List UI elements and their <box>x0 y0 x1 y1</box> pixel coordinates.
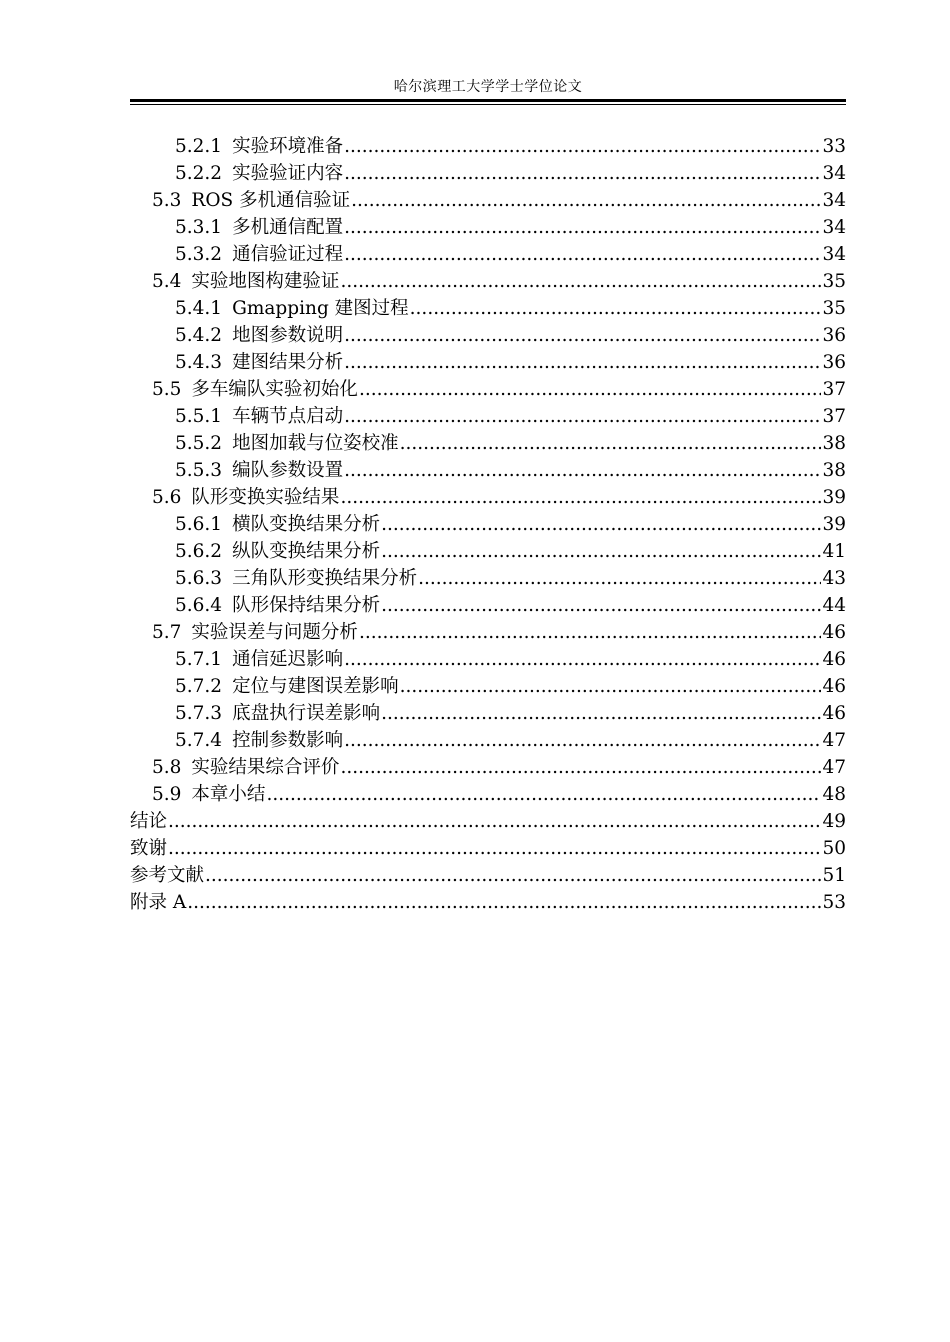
toc-entry-title: 地图加载与位姿校准 <box>232 433 399 454</box>
toc-dot-leader <box>168 835 821 862</box>
toc-entry-title: 实验误差与问题分析 <box>191 622 358 643</box>
toc-entry-page: 41 <box>822 541 846 562</box>
toc-dot-leader <box>418 565 821 592</box>
toc-entry-page: 43 <box>822 568 846 589</box>
toc-entry-number: 5.3.2 <box>175 244 223 265</box>
toc-entry-title: 车辆节点启动 <box>232 406 344 427</box>
toc-entry-number: 5.4.3 <box>175 352 223 373</box>
toc-entry-page: 44 <box>822 595 846 616</box>
toc-entry-page: 46 <box>822 622 846 643</box>
toc-entry[interactable] <box>130 835 846 862</box>
toc-entry-page: 36 <box>822 352 846 373</box>
toc-dot-leader <box>359 376 822 403</box>
toc-entry-title: 附录 A <box>130 892 187 913</box>
toc-entry[interactable] <box>130 268 846 295</box>
toc-entry[interactable] <box>130 376 846 403</box>
toc-dot-leader <box>266 781 821 808</box>
toc-dot-leader <box>344 133 821 160</box>
toc-entry-page: 38 <box>822 433 846 454</box>
toc-entry-page: 38 <box>822 460 846 481</box>
toc-entry[interactable] <box>130 673 846 700</box>
toc-dot-leader <box>340 484 821 511</box>
toc-entry-title: 定位与建图误差影响 <box>232 676 399 697</box>
toc-entry[interactable] <box>130 187 846 214</box>
toc-entry-page: 48 <box>822 784 846 805</box>
toc-entry-title: 实验验证内容 <box>232 163 344 184</box>
toc-entry-number: 5.6 <box>152 487 182 508</box>
toc-entry-title: 多车编队实验初始化 <box>191 379 358 400</box>
toc-entry-title: Gmapping 建图过程 <box>232 298 409 319</box>
toc-entry-page: 34 <box>822 190 846 211</box>
toc-entry-title: 实验环境准备 <box>232 136 344 157</box>
toc-entry-number: 5.2.2 <box>175 163 223 184</box>
toc-entry-number: 5.4 <box>152 271 182 292</box>
toc-entry-title: 致谢 <box>130 838 168 859</box>
toc-entry-number: 5.3.1 <box>175 217 223 238</box>
toc-entry-page: 46 <box>822 676 846 697</box>
toc-dot-leader <box>359 619 822 646</box>
toc-entry-number: 5.5.1 <box>175 406 223 427</box>
toc-entry[interactable] <box>130 430 846 457</box>
toc-entry-title: ROS 多机通信验证 <box>191 190 351 211</box>
toc-dot-leader <box>381 592 821 619</box>
toc-entry-title: 编队参数设置 <box>232 460 344 481</box>
toc-entry[interactable] <box>130 754 846 781</box>
toc-entry-title: 多机通信配置 <box>232 217 344 238</box>
toc-entry-number: 5.5.3 <box>175 460 223 481</box>
toc-entry-title: 底盘执行误差影响 <box>232 703 381 724</box>
toc-entry-title: 实验结果综合评价 <box>191 757 340 778</box>
toc-entry-number: 5.5.2 <box>175 433 223 454</box>
toc-entry[interactable] <box>130 349 846 376</box>
toc-entry[interactable] <box>130 295 846 322</box>
toc-entry-number: 5.7.3 <box>175 703 223 724</box>
toc-entry-page: 39 <box>822 514 846 535</box>
toc-dot-leader <box>344 241 821 268</box>
toc-entry-number: 5.6.2 <box>175 541 223 562</box>
toc-entry-title: 结论 <box>130 811 168 832</box>
toc-entry-title: 地图参数说明 <box>232 325 344 346</box>
toc-entry[interactable] <box>130 511 846 538</box>
toc-entry-title: 三角队形变换结果分析 <box>232 568 418 589</box>
toc-entry-page: 49 <box>822 811 846 832</box>
toc-entry-number: 5.4.2 <box>175 325 223 346</box>
toc-dot-leader <box>381 700 821 727</box>
toc-entry[interactable] <box>130 565 846 592</box>
toc-dot-leader <box>381 511 821 538</box>
toc-entry[interactable] <box>130 781 846 808</box>
toc-dot-leader <box>344 403 821 430</box>
toc-dot-leader <box>344 727 821 754</box>
toc-entry-title: 实验地图构建验证 <box>191 271 340 292</box>
toc-dot-leader <box>400 673 822 700</box>
toc-entry[interactable] <box>130 700 846 727</box>
toc-dot-leader <box>400 430 822 457</box>
toc-dot-leader <box>344 457 821 484</box>
toc-entry-page: 47 <box>822 757 846 778</box>
toc-entry-title: 本章小结 <box>191 784 266 805</box>
toc-dot-leader <box>344 214 821 241</box>
toc-entry-page: 34 <box>822 244 846 265</box>
toc-entry[interactable] <box>130 160 846 187</box>
toc-entry-page: 35 <box>822 298 846 319</box>
toc-entry-title: 纵队变换结果分析 <box>232 541 381 562</box>
toc-entry-number: 5.7.4 <box>175 730 223 751</box>
toc-entry-number: 5.7.2 <box>175 676 223 697</box>
toc-entry[interactable] <box>130 808 846 835</box>
toc-entry-title: 通信验证过程 <box>232 244 344 265</box>
header-rule-thin <box>130 104 846 105</box>
toc-entry[interactable] <box>130 646 846 673</box>
toc-dot-leader <box>344 349 821 376</box>
toc-entry[interactable] <box>130 484 846 511</box>
toc-entry[interactable] <box>130 133 846 160</box>
toc-dot-leader <box>205 862 821 889</box>
toc-entry-number: 5.8 <box>152 757 182 778</box>
toc-entry-number: 5.9 <box>152 784 182 805</box>
toc-entry-page: 51 <box>822 865 846 886</box>
toc-entry-page: 37 <box>822 379 846 400</box>
toc-dot-leader <box>381 538 821 565</box>
toc-entry-page: 47 <box>822 730 846 751</box>
toc-entry-number: 5.6.4 <box>175 595 223 616</box>
toc-entry-page: 34 <box>822 163 846 184</box>
toc-dot-leader <box>344 322 821 349</box>
toc-entry-title: 队形变换实验结果 <box>191 487 340 508</box>
toc-entry-number: 5.7.1 <box>175 649 223 670</box>
toc-entry-page: 34 <box>822 217 846 238</box>
toc-dot-leader <box>340 268 821 295</box>
toc-entry[interactable] <box>130 214 846 241</box>
toc-entry-title: 控制参数影响 <box>232 730 344 751</box>
table-of-contents <box>130 133 846 916</box>
toc-entry[interactable] <box>130 322 846 349</box>
toc-entry-page: 50 <box>822 838 846 859</box>
toc-entry[interactable] <box>130 727 846 754</box>
header-rule-thick <box>130 99 846 102</box>
toc-entry-number: 5.6.1 <box>175 514 223 535</box>
toc-dot-leader <box>351 187 821 214</box>
toc-dot-leader <box>187 889 821 916</box>
toc-entry-title: 建图结果分析 <box>232 352 344 373</box>
toc-entry-number: 5.2.1 <box>175 136 223 157</box>
toc-entry[interactable] <box>130 538 846 565</box>
toc-entry[interactable] <box>130 457 846 484</box>
toc-entry-page: 33 <box>822 136 846 157</box>
toc-dot-leader <box>344 160 821 187</box>
toc-dot-leader <box>344 646 821 673</box>
toc-entry-title: 队形保持结果分析 <box>232 595 381 616</box>
toc-entry-number: 5.4.1 <box>175 298 223 319</box>
page-header-title: 哈尔滨理工大学学士学位论文 <box>393 79 583 95</box>
toc-entry[interactable] <box>130 241 846 268</box>
toc-dot-leader <box>168 808 821 835</box>
toc-entry-title: 通信延迟影响 <box>232 649 344 670</box>
toc-entry-page: 35 <box>822 271 846 292</box>
toc-entry[interactable] <box>130 619 846 646</box>
toc-entry-page: 53 <box>822 892 846 913</box>
toc-dot-leader <box>410 295 822 322</box>
toc-entry-page: 46 <box>822 649 846 670</box>
toc-entry[interactable] <box>130 592 846 619</box>
toc-entry-title: 参考文献 <box>130 865 205 886</box>
toc-entry[interactable] <box>130 403 846 430</box>
toc-entry-page: 37 <box>822 406 846 427</box>
toc-entry-title: 横队变换结果分析 <box>232 514 381 535</box>
toc-entry-number: 5.5 <box>152 379 182 400</box>
toc-dot-leader <box>340 754 821 781</box>
toc-entry-number: 5.3 <box>152 190 182 211</box>
toc-entry-page: 39 <box>822 487 846 508</box>
toc-entry-page: 36 <box>822 325 846 346</box>
toc-entry[interactable] <box>130 889 846 916</box>
toc-entry-number: 5.6.3 <box>175 568 223 589</box>
toc-entry-page: 46 <box>822 703 846 724</box>
toc-entry[interactable] <box>130 862 846 889</box>
toc-entry-number: 5.7 <box>152 622 182 643</box>
